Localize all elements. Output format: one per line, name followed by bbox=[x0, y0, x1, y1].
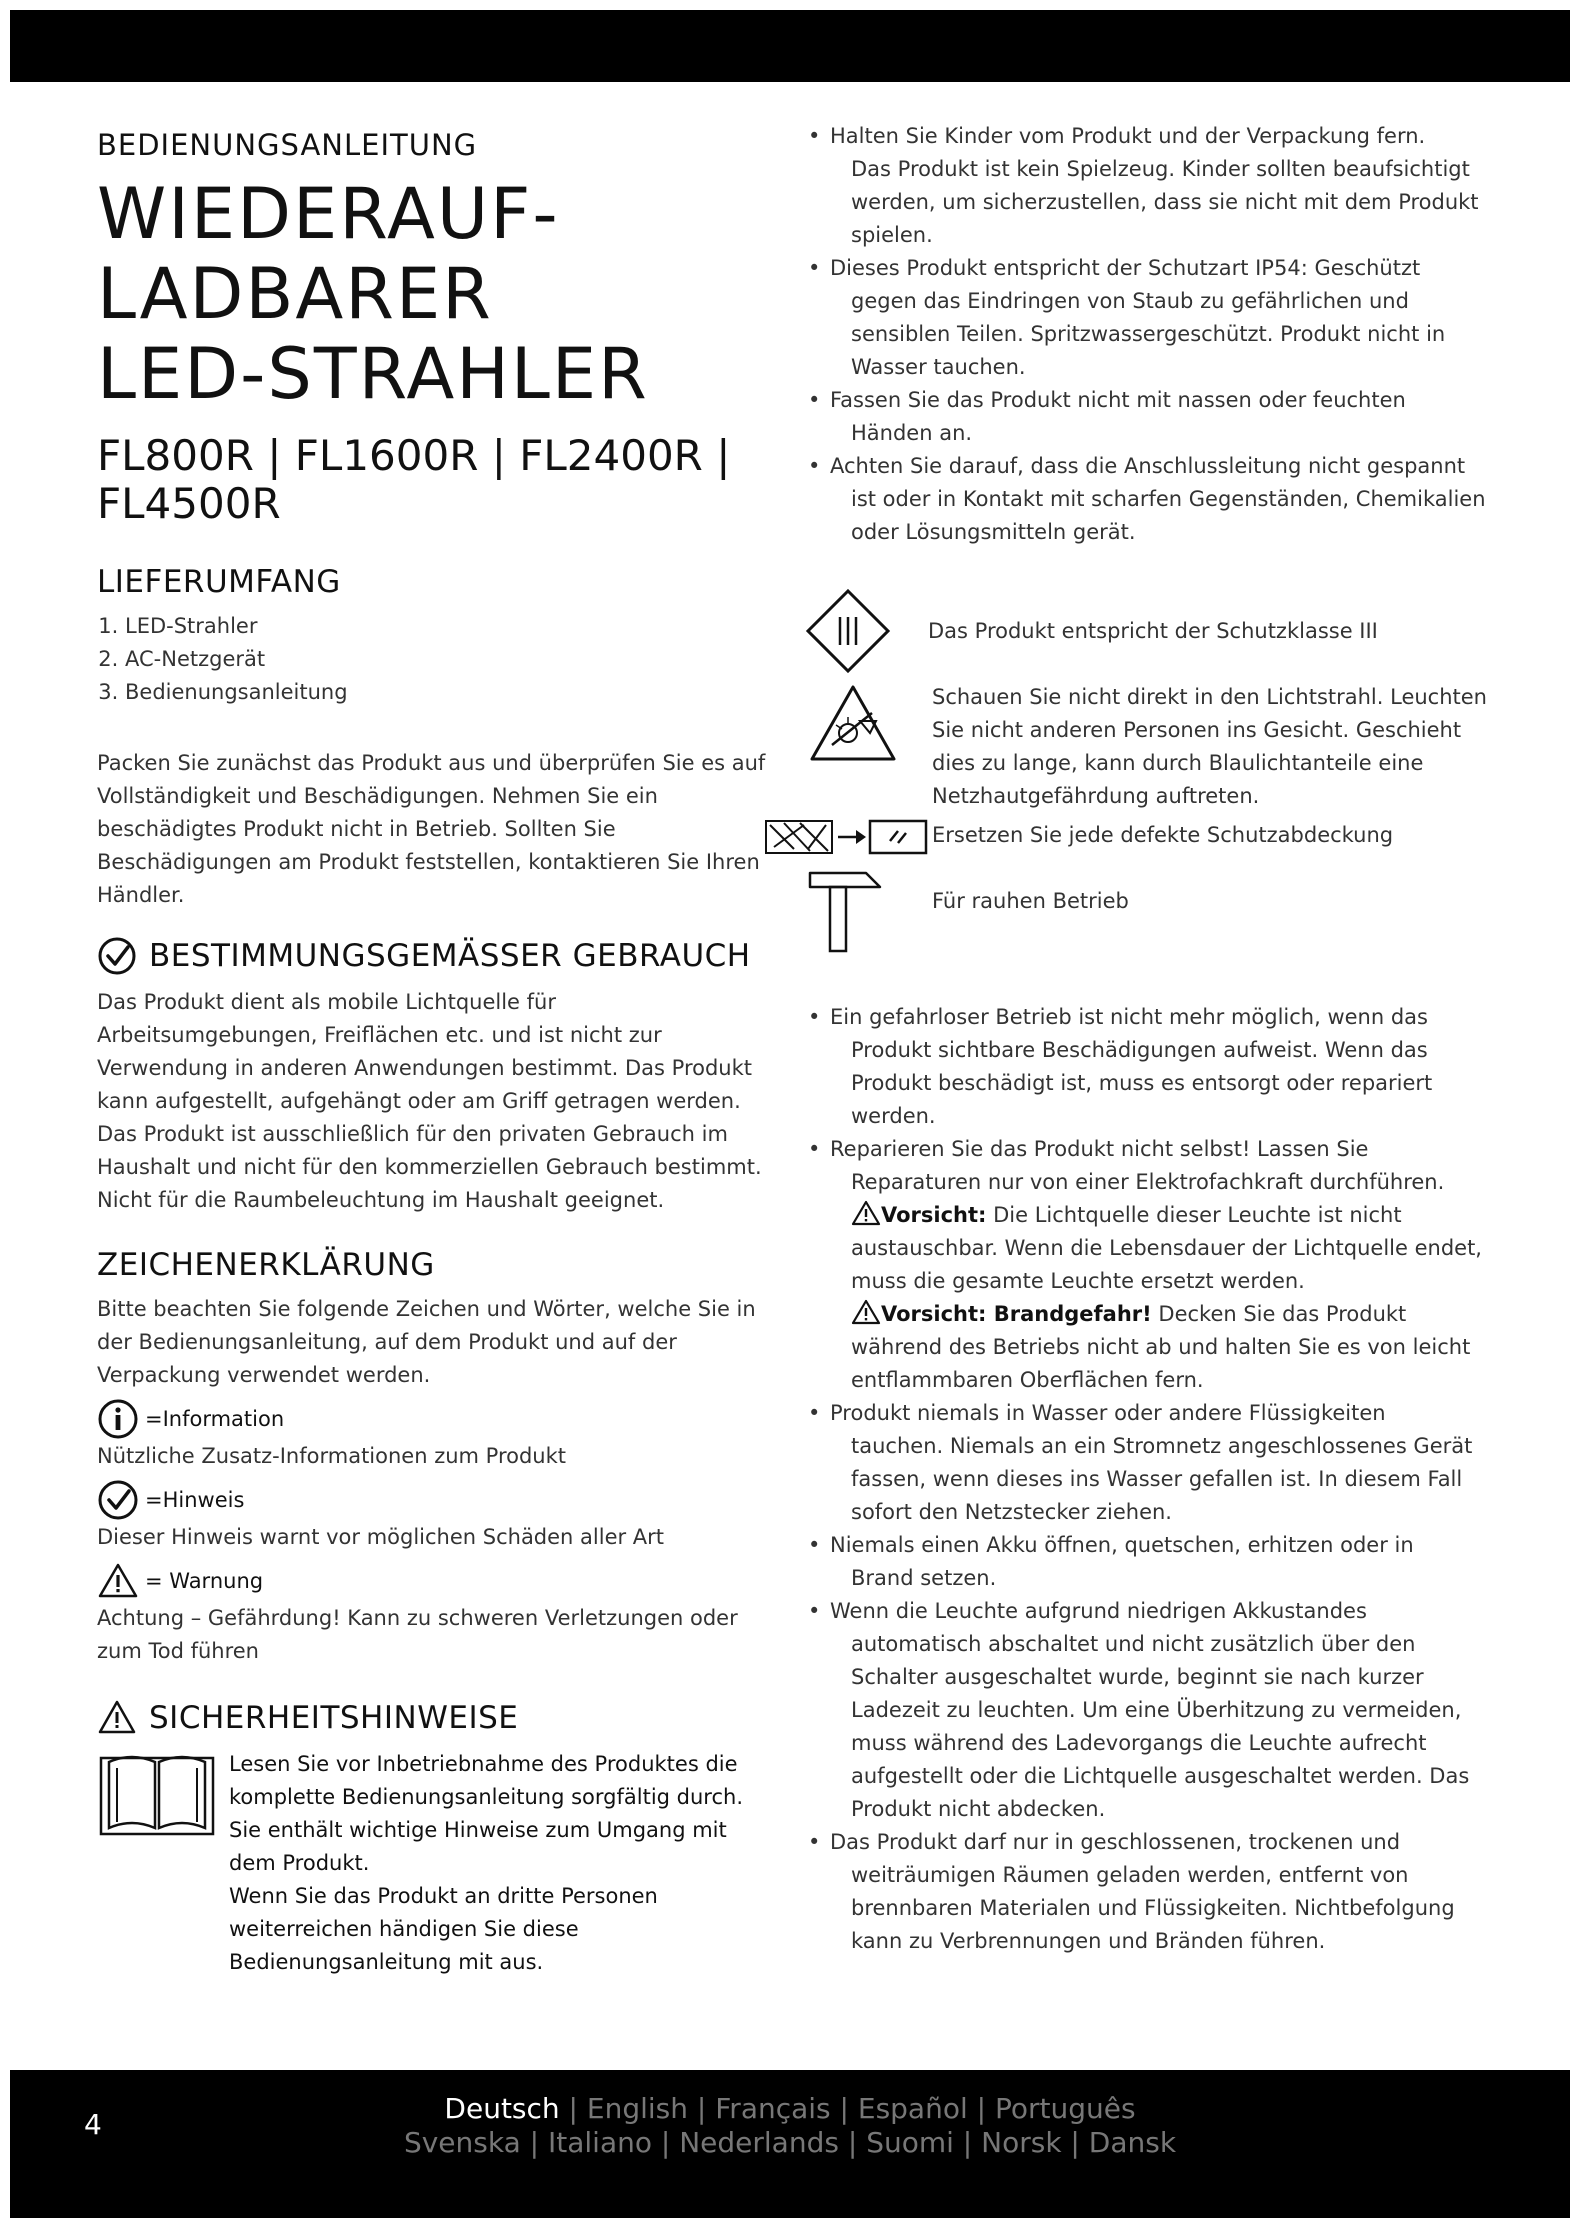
bullet-text: Niemals einen Akku öffnen, quetschen, erhitzen oder in bbox=[830, 1533, 1414, 1557]
language-link-francais[interactable]: Français bbox=[715, 2092, 831, 2125]
checkmark-circle-icon bbox=[97, 1479, 139, 1521]
list-item bbox=[808, 1397, 1488, 1529]
bullet-text: Das Produkt darf nur in geschlossenen, trockenen und bbox=[830, 1830, 1401, 1854]
models-line: FL4500R bbox=[97, 479, 281, 528]
bullet-text: Reparaturen nur von einer Elektrofachkraft durchführen. bbox=[851, 1170, 1445, 1194]
legend-hinweis bbox=[97, 1479, 777, 1521]
warning-triangle-icon bbox=[851, 1299, 881, 1325]
bullet-text: weiträumigen Räumen geladen werden, entfernt von brennbaren Materialen und Flüssigkeiten. Nichtbefolgung kann zu Verbrennungen und Bränden führen. bbox=[851, 1863, 1455, 1953]
legend-label: =Hinweis bbox=[145, 1488, 245, 1512]
bullet-text: Fassen Sie das Produkt nicht mit nassen oder feuchten bbox=[830, 388, 1406, 412]
bullet-text: Produkt sichtbare Beschädigungen aufweist. Wenn das Produkt beschädigt ist, muss es entsorgt oder repariert werden. bbox=[851, 1038, 1433, 1128]
page-number: 4 bbox=[84, 2108, 102, 2141]
language-link-english[interactable]: English bbox=[586, 2092, 688, 2125]
hammer-icon bbox=[808, 869, 884, 955]
heading-text: SICHERHEITSHINWEISE bbox=[149, 1700, 519, 1736]
separator: | bbox=[651, 2126, 680, 2159]
bullet-text: Achten Sie darauf, dass die Anschlussleitung nicht gespannt bbox=[830, 454, 1466, 478]
list-item: 2. AC-Netzgerät bbox=[125, 643, 777, 676]
language-line bbox=[10, 2126, 1570, 2159]
list-item bbox=[808, 252, 1488, 384]
section-heading-lieferumfang: LIEFERUMFANG bbox=[97, 564, 341, 600]
manual-paragraph: Lesen Sie vor Inbetriebnahme des Produktes die komplette Bedienungsanleitung sorgfältig durch. Sie enthält wichtige Hinweise zum Umgang mit dem Produkt. bbox=[229, 1752, 743, 1875]
language-line bbox=[10, 2092, 1570, 2125]
caution-label: Vorsicht: Brandgefahr! bbox=[881, 1302, 1152, 1326]
bullet-text: Wenn die Leuchte aufgrund niedrigen Akkustandes bbox=[830, 1599, 1367, 1623]
language-link-italiano[interactable]: Italiano bbox=[547, 2126, 652, 2159]
symbol-schutzklasse bbox=[804, 587, 1488, 675]
model-numbers bbox=[97, 432, 777, 528]
separator: | bbox=[688, 2092, 716, 2125]
caution-note bbox=[830, 1298, 1488, 1397]
separator: | bbox=[838, 2126, 867, 2159]
title-line: WIEDERAUF- bbox=[97, 173, 560, 255]
list-item bbox=[808, 1001, 1488, 1133]
right-column bbox=[808, 120, 1488, 1958]
list-item bbox=[808, 1595, 1488, 1826]
language-link-suomi[interactable]: Suomi bbox=[866, 2126, 954, 2159]
intended-use-paragraph: Das Produkt dient als mobile Lichtquelle für Arbeitsumgebungen, Freiflächen etc. und ist nicht zur Verwendung in anderen Anwendungen bestimmt. Das Produkt kann aufgestellt, aufgehängt oder am Griff getragen werden. Das Produkt ist ausschließlich für den privaten Gebrauch im Haushalt und nicht für den kommerziellen Gebrauch bestimmt. Nicht für die Raumbeleuchtung im Haushalt geeignet. bbox=[97, 990, 762, 1212]
separator: | bbox=[559, 2092, 587, 2125]
language-link-svenska[interactable]: Svenska bbox=[403, 2126, 521, 2159]
title-line: LADBARER bbox=[97, 253, 493, 335]
list-item bbox=[808, 384, 1488, 450]
language-link-nederlands[interactable]: Nederlands bbox=[679, 2126, 839, 2159]
document-type: BEDIENUNGSANLEITUNG bbox=[97, 128, 478, 162]
bullet-text: tauchen. Niemals an ein Stromnetz angeschlossenes Gerät fassen, wenn dieses ins Wasser gefallen ist. In diesem Fall sofort den Netzstecker ziehen. bbox=[851, 1434, 1473, 1524]
manual-text bbox=[229, 1748, 777, 1979]
legend-description: Nützliche Zusatz-Informationen zum Produkt bbox=[97, 1444, 567, 1468]
section-heading-bestimmung bbox=[97, 936, 777, 976]
symbol-text: Für rauhen Betrieb bbox=[932, 889, 1129, 913]
separator: | bbox=[953, 2126, 982, 2159]
list-item bbox=[808, 1133, 1488, 1397]
symbol-abdeckung bbox=[764, 817, 1488, 857]
separator: | bbox=[1061, 2126, 1089, 2159]
section-heading-zeichen: ZEICHENERKLÄRUNG bbox=[97, 1247, 435, 1283]
open-book-icon bbox=[97, 1748, 217, 1838]
separator: | bbox=[967, 2092, 995, 2125]
bullet-text: Händen an. bbox=[851, 421, 973, 445]
models-line: FL800R | FL1600R | FL2400R | bbox=[97, 431, 731, 480]
heading-text: BESTIMMUNGSGEMÄSSER GEBRAUCH bbox=[149, 938, 751, 974]
list-item bbox=[808, 120, 1488, 252]
list-item bbox=[808, 1826, 1488, 1958]
bullet-text: Brand setzen. bbox=[851, 1566, 997, 1590]
warning-triangle-icon bbox=[97, 1560, 139, 1602]
bullet-text: Reparieren Sie das Produkt nicht selbst! Lassen Sie bbox=[830, 1137, 1369, 1161]
legend-description: Dieser Hinweis warnt vor möglichen Schäden aller Art bbox=[97, 1525, 665, 1549]
symbols-intro: Bitte beachten Sie folgende Zeichen und Wörter, welche Sie in der Bedienungsanleitung, auf dem Produkt und auf der Verpackung verwendet werden. bbox=[97, 1297, 756, 1387]
bullet-text: Ein gefahrloser Betrieb ist nicht mehr möglich, wenn das bbox=[830, 1005, 1428, 1029]
language-link-portugues[interactable]: Português bbox=[994, 2092, 1136, 2125]
unpacking-paragraph: Packen Sie zunächst das Produkt aus und überprüfen Sie es auf Vollständigkeit und Beschädigungen. Nehmen Sie ein beschädigtes Produkt nicht in Betrieb. Sollten Sie Beschädigungen am Produkt feststellen, kontaktieren Sie Ihren Händler. bbox=[97, 751, 766, 907]
caution-note bbox=[830, 1199, 1488, 1298]
section-heading-sicherheit bbox=[97, 1698, 777, 1738]
bullet-text: Das Produkt ist kein Spielzeug. Kinder sollten beaufsichtigt werden, um sicherzustellen, dass sie nicht mit dem Produkt spielen. bbox=[851, 157, 1479, 247]
separator: | bbox=[520, 2126, 548, 2159]
safety-bullets-top bbox=[808, 120, 1488, 549]
manual-paragraph: Wenn Sie das Produkt an dritte Personen weiterreichen händigen Sie diese Bedienungsanleitung mit aus. bbox=[229, 1884, 658, 1974]
no-direct-light-icon bbox=[808, 681, 898, 767]
symbol-text: Das Produkt entspricht der Schutzklasse III bbox=[928, 619, 1378, 643]
list-item bbox=[808, 1529, 1488, 1595]
list-item: 3. Bedienungsanleitung bbox=[125, 676, 777, 709]
legend-warnung bbox=[97, 1560, 777, 1602]
bullet-text: gegen das Eindringen von Staub zu gefährlichen und sensiblen Teilen. Spritzwassergeschützt. Produkt nicht in Wasser tauchen. bbox=[851, 289, 1446, 379]
legend-information bbox=[97, 1398, 777, 1440]
delivery-list bbox=[97, 610, 777, 709]
top-black-bar bbox=[10, 10, 1570, 82]
warning-triangle-icon bbox=[97, 1698, 137, 1738]
footer-bar bbox=[10, 2070, 1570, 2218]
title-line: LED-STRAHLER bbox=[97, 333, 649, 415]
symbol-lichtstrahl bbox=[808, 681, 1488, 813]
checkmark-circle-icon bbox=[97, 936, 137, 976]
list-item: 1. LED-Strahler bbox=[125, 610, 777, 643]
language-link-deutsch[interactable]: Deutsch bbox=[444, 2092, 560, 2125]
safety-bullets-bottom bbox=[808, 1001, 1488, 1958]
language-link-espanol[interactable]: Español bbox=[857, 2092, 968, 2125]
legend-label: = Warnung bbox=[145, 1569, 264, 1593]
read-manual-block bbox=[97, 1748, 777, 1979]
bullet-text: Produkt niemals in Wasser oder andere Flüssigkeiten bbox=[830, 1401, 1386, 1425]
legend-description: Achtung – Gefährdung! Kann zu schweren Verletzungen oder zum Tod führen bbox=[97, 1606, 738, 1663]
symbol-betrieb bbox=[808, 869, 1488, 955]
separator: | bbox=[830, 2092, 858, 2125]
language-link-dansk[interactable]: Dansk bbox=[1088, 2126, 1177, 2159]
caution-label: Vorsicht: bbox=[881, 1203, 987, 1227]
bullet-text: Dieses Produkt entspricht der Schutzart IP54: Geschützt bbox=[830, 256, 1421, 280]
list-item bbox=[808, 450, 1488, 549]
caution-text: Decken Sie das Produkt während des Betriebs nicht ab und halten Sie es von leicht entflammbaren Oberflächen fern. bbox=[851, 1302, 1471, 1392]
info-circle-icon bbox=[97, 1398, 139, 1440]
language-link-norsk[interactable]: Norsk bbox=[981, 2126, 1062, 2159]
bullet-text: ist oder in Kontakt mit scharfen Gegenständen, Chemikalien oder Lösungsmitteln gerät. bbox=[851, 487, 1486, 544]
caution-text: Die Lichtquelle dieser Leuchte ist nicht austauschbar. Wenn die Lebensdauer der Lichtquelle endet, muss die gesamte Leuchte ersetzt werden. bbox=[851, 1203, 1482, 1293]
protection-class-iii-icon bbox=[804, 587, 892, 675]
symbol-text: Schauen Sie nicht direkt in den Lichtstrahl. Leuchten Sie nicht anderen Personen ins Gesicht. Geschieht dies zu lange, kann durch Blaulichtanteile eine Netzhautgefährdung auftreten. bbox=[932, 685, 1487, 808]
product-title bbox=[97, 174, 777, 414]
bullet-text: Halten Sie Kinder vom Produkt und der Verpackung fern. bbox=[830, 124, 1426, 148]
symbol-text: Ersetzen Sie jede defekte Schutzabdeckung bbox=[932, 823, 1394, 847]
bullet-text: automatisch abschaltet und nicht zusätzlich über den Schalter ausgeschaltet wurde, beginnt sie nach kurzer Ladezeit zu leuchten. Um eine Überhitzung zu vermeiden, muss während des Ladevorgangs die Leuchte aufrecht aufgestellt oder die Lichtquelle ausgeschaltet werden. Das Produkt nicht abdecken. bbox=[851, 1632, 1470, 1821]
left-column bbox=[97, 120, 777, 1979]
replace-cover-icon bbox=[764, 817, 928, 857]
legend-label: =Information bbox=[145, 1407, 285, 1431]
warning-triangle-icon bbox=[851, 1200, 881, 1226]
